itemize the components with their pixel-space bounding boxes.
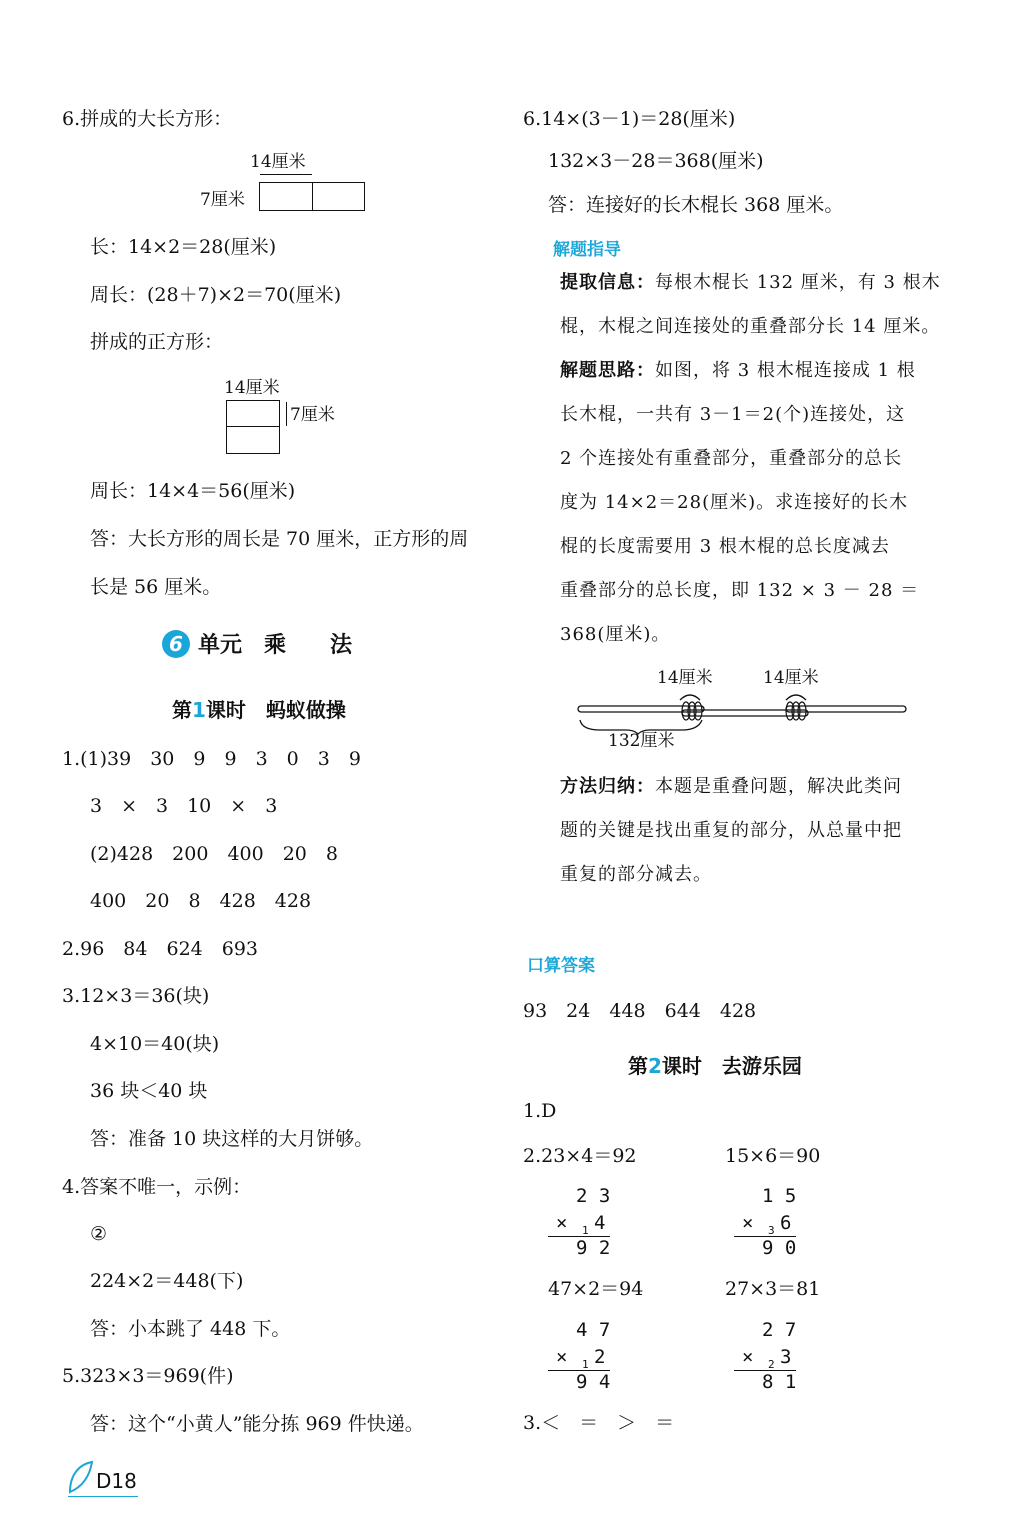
guide-idea-line-1 <box>560 362 916 380</box>
v4-result: 8 1 <box>762 1371 797 1393</box>
idea-label: 解题思路： <box>560 360 655 381</box>
page-number-underline <box>68 1496 138 1497</box>
q4-line-1: 4.答案不唯一，示例： <box>62 1176 252 1198</box>
square-head: 拼成的正方形： <box>90 331 224 353</box>
r-q2-eq-1: 2.23×4＝92 <box>523 1145 637 1167</box>
oral-answer-label: 口算答案 <box>527 956 595 976</box>
q4-line-3: 224×2＝448(下) <box>90 1270 244 1292</box>
guide-method-line-1 <box>560 778 902 796</box>
r-q6-line-1: 6.14×(3－1)＝28(厘米) <box>523 108 736 130</box>
q3-line-2: 4×10＝40(块) <box>90 1033 220 1055</box>
v2-result: 9 0 <box>762 1237 797 1259</box>
page-number: D18 <box>96 1469 137 1493</box>
v3-times: × <box>556 1346 568 1368</box>
q4-line-4: 答：小本跳了 448 下。 <box>90 1318 291 1340</box>
r-q6-line-3: 答：连接好的长木棍长 368 厘米。 <box>548 194 844 216</box>
v3-carry: 1 <box>582 1358 589 1371</box>
info-text-1: 每根木棍长 132 厘米，有 3 根木 <box>655 272 941 293</box>
q5-line-1: 5.323×3＝969(件) <box>62 1365 234 1387</box>
square-divider <box>226 426 280 427</box>
rect-top-label: 14厘米 <box>250 152 306 172</box>
lesson-2-prefix: 第 <box>628 1054 648 1078</box>
q2-line-1: 2.96 84 624 693 <box>62 938 259 960</box>
v4-top: 2 7 <box>762 1319 797 1341</box>
v1-result: 9 2 <box>576 1237 611 1259</box>
method-label: 方法归纳： <box>560 776 655 797</box>
guide-idea-line-3: 2 个连接处有重叠部分，重叠部分的总长 <box>560 448 903 469</box>
lesson-2-number: 2 <box>648 1054 662 1078</box>
guide-info-line-2: 棍，木棍之间连接处的重叠部分长 14 厘米。 <box>560 316 941 337</box>
vertical-calc-2 <box>734 1187 804 1259</box>
lesson-1-heading <box>172 700 346 720</box>
v1-times: × <box>556 1212 568 1234</box>
guide-idea-line-2: 长木棍，一共有 3－1＝2(个)连接处，这 <box>560 404 906 425</box>
guide-method-line-2: 题的关键是找出重复的部分，从总量中把 <box>560 820 902 841</box>
overlap-label-1: 14厘米 <box>657 668 713 688</box>
v3-top: 4 7 <box>576 1319 611 1341</box>
q3-line-3: 36 块＜40 块 <box>90 1080 208 1102</box>
q1-line-2: 3 × 3 10 × 3 <box>90 795 278 817</box>
guide-idea-line-4: 度为 14×2＝28(厘米)。求连接好的长木 <box>560 492 909 513</box>
vertical-calc-4 <box>734 1321 804 1393</box>
square-top-label: 14厘米 <box>224 378 280 398</box>
r-q2-eq-3: 47×2＝94 <box>548 1278 644 1300</box>
q3-line-1: 3.12×3＝36(块) <box>62 985 210 1007</box>
guide-method-line-3: 重复的部分减去。 <box>560 864 712 885</box>
v3-result: 9 4 <box>576 1371 611 1393</box>
r-q6-line-2: 132×3－28＝368(厘米) <box>548 150 764 172</box>
r-q2-eq-2: 15×6＝90 <box>725 1145 821 1167</box>
q5-line-2: 答：这个“小黄人”能分拣 969 件快递。 <box>90 1413 424 1435</box>
q1-line-4: 400 20 8 428 428 <box>90 890 312 912</box>
r-q2-eq-4: 27×3＝81 <box>725 1278 821 1300</box>
v1-mult: 4 <box>594 1212 606 1234</box>
v1-carry: 1 <box>582 1224 589 1237</box>
perimeter-line: 周长：(28＋7)×2＝70(厘米) <box>90 284 342 306</box>
oral-answer-values: 93 24 448 644 428 <box>523 1000 757 1022</box>
square-perimeter-line: 周长：14×4＝56(厘米) <box>90 480 296 502</box>
length-line: 长：14×2＝28(厘米) <box>90 236 277 258</box>
lesson-prefix: 第 <box>172 698 192 722</box>
leaf-icon <box>66 1460 96 1496</box>
v4-mult: 3 <box>780 1346 792 1368</box>
v4-times: × <box>742 1346 754 1368</box>
r-q3-line-1: 3.＜ ＝ ＞ ＝ <box>523 1412 675 1434</box>
guide-idea-line-7: 368(厘米)。 <box>560 624 671 645</box>
guide-idea-line-6: 重叠部分的总长度，即 132 × 3 － 28 ＝ <box>560 580 920 601</box>
rect-dimension-line <box>260 174 312 175</box>
answer-line-1: 答：大长方形的周长是 70 厘米，正方形的周 <box>90 528 469 550</box>
vertical-calc-3 <box>548 1321 618 1393</box>
guide-info-line-1 <box>560 274 941 292</box>
guide-idea-line-5: 棍的长度需要用 3 根木棍的总长度减去 <box>560 536 890 557</box>
r-q1-line-1: 1.D <box>523 1100 557 1122</box>
v2-times: × <box>742 1212 754 1234</box>
unit-number-badge: 6 <box>162 630 190 658</box>
q1-line-3: (2)428 200 400 20 8 <box>90 843 338 865</box>
v2-carry: 3 <box>768 1224 775 1237</box>
lesson-title: 课时 蚂蚁做操 <box>205 698 346 722</box>
square-side-label: 7厘米 <box>290 405 335 425</box>
q1-line-1: 1.(1)39 30 9 9 3 0 3 9 <box>62 748 361 770</box>
sticks-drawing <box>570 686 915 736</box>
stick-length-label: 132厘米 <box>608 731 675 751</box>
answer-line-2: 长是 56 厘米。 <box>90 576 222 598</box>
lesson-2-heading <box>628 1056 802 1076</box>
rect-divider <box>312 182 313 211</box>
v3-mult: 2 <box>594 1346 606 1368</box>
vertical-calc-1 <box>548 1187 618 1259</box>
square-dimension-line <box>286 402 287 426</box>
v1-top: 2 3 <box>576 1185 611 1207</box>
lesson-2-title: 课时 去游乐园 <box>661 1054 802 1078</box>
q4-line-2: ② <box>90 1223 108 1245</box>
idea-text-1: 如图，将 3 根木棍连接成 1 根 <box>655 360 916 381</box>
unit-title: 单元 乘 法 <box>198 633 353 658</box>
v4-carry: 2 <box>768 1358 775 1371</box>
q3-line-4: 答：准备 10 块这样的大月饼够。 <box>90 1128 374 1150</box>
method-text-1: 本题是重叠问题，解决此类问 <box>655 776 902 797</box>
v2-top: 1 5 <box>762 1185 797 1207</box>
v2-mult: 6 <box>780 1212 792 1234</box>
question-6-head: 6.拼成的大长方形： <box>62 108 233 130</box>
overlap-label-2: 14厘米 <box>763 668 819 688</box>
square <box>226 400 280 454</box>
rect-side-label: 7厘米 <box>200 190 245 210</box>
guide-label: 解题指导 <box>553 240 621 260</box>
info-label: 提取信息： <box>560 272 655 293</box>
lesson-number: 1 <box>192 698 206 722</box>
